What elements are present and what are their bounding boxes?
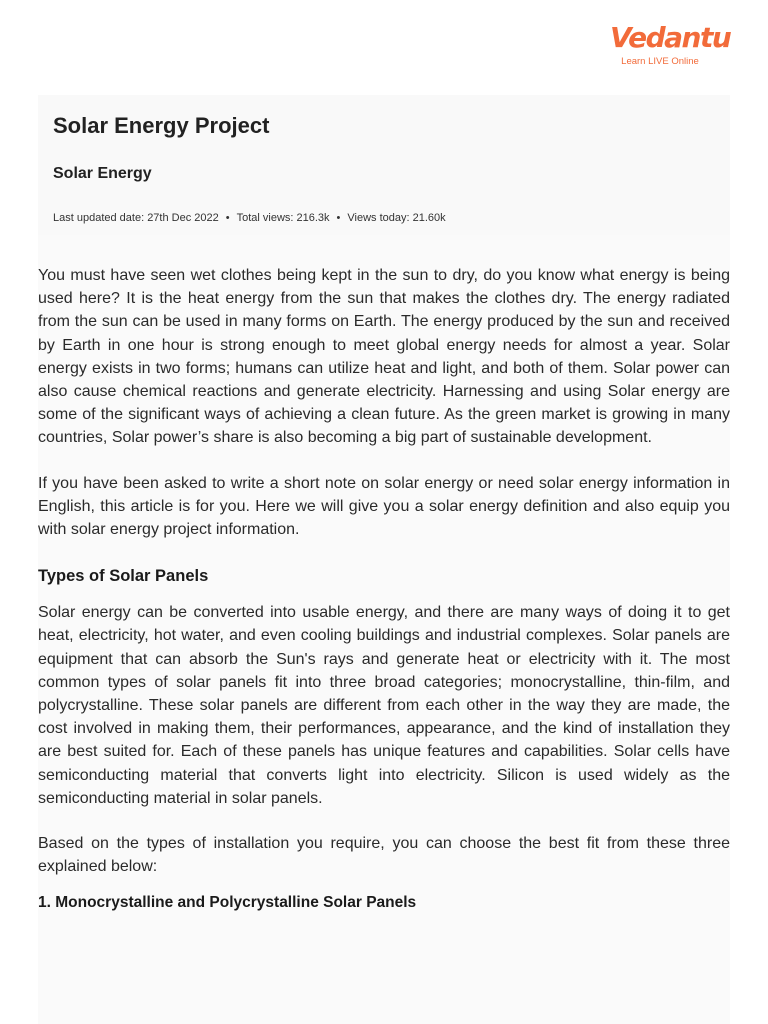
last-updated-date: Last updated date: 27th Dec 2022 [53, 212, 219, 224]
meta-separator: • [336, 212, 341, 224]
section-heading-types-of-solar-panels: Types of Solar Panels [38, 567, 209, 586]
total-views: Total views: 216.3k [236, 212, 330, 224]
vedantu-logo[interactable] [610, 21, 731, 67]
installation-paragraph: Based on the types of installation you require, you can choose the best fit from these three explained below: [38, 835, 730, 876]
article-header [38, 95, 730, 235]
solar-panels-paragraph: Solar energy can be converted into usable energy, and there are many ways of doing it to get heat, electricity, hot water, and even cooling buildings and industrial complexes. Solar panels are equipment that can absorb the Sun's rays and generate heat or electricity with it. The most common types of solar panels fit into three broad categories; monocrystalline, thin-film, and polycrystalline. These solar panels are different from each other in the way they are made, the cost involved in making them, their performances, appearance, and the kind of installation they are best suited for. Each of these panels has unique features and capabilities. Solar cells have semiconducting material that converts light into electricity. Silicon is used widely as the semiconducting material in solar panels. [38, 604, 730, 807]
article-content [38, 264, 730, 914]
brand-name: Vedantu [610, 21, 731, 54]
intro-paragraph: You must have seen wet clothes being kept in the sun to dry, do you know what energy is being used here? It is the heat energy from the sun that makes the clothes dry. The energy radiated from the sun can be used in many forms on Earth. The energy produced by the sun and received by Earth in one hour is strong enough to meet global energy needs for almost a year. Solar energy exists in two forms; humans can utilize heat and light, and both of them. Solar power can also cause chemical reactions and generate electricity. Harnessing and using Solar energy are some of the significant ways of achieving a clean future. As the green market is growing in many countries, Solar power’s share is also becoming a big part of sustainable development. [38, 267, 730, 447]
views-today: Views today: 21.60k [347, 212, 446, 224]
short-note-paragraph: If you have been asked to write a short note on solar energy or need solar energy information in English, this article is for you. Here we will give you a solar energy definition and also equip you with solar energy project information. [38, 474, 730, 539]
subsection-heading-mono-poly: 1. Monocrystalline and Polycrystalline Solar Panels [38, 894, 417, 912]
brand-tagline: Learn LIVE Online [621, 56, 699, 67]
page-title: Solar Energy Project [53, 113, 270, 138]
article-meta [53, 212, 446, 224]
page-subtitle: Solar Energy [53, 165, 152, 182]
meta-separator: • [225, 212, 230, 224]
